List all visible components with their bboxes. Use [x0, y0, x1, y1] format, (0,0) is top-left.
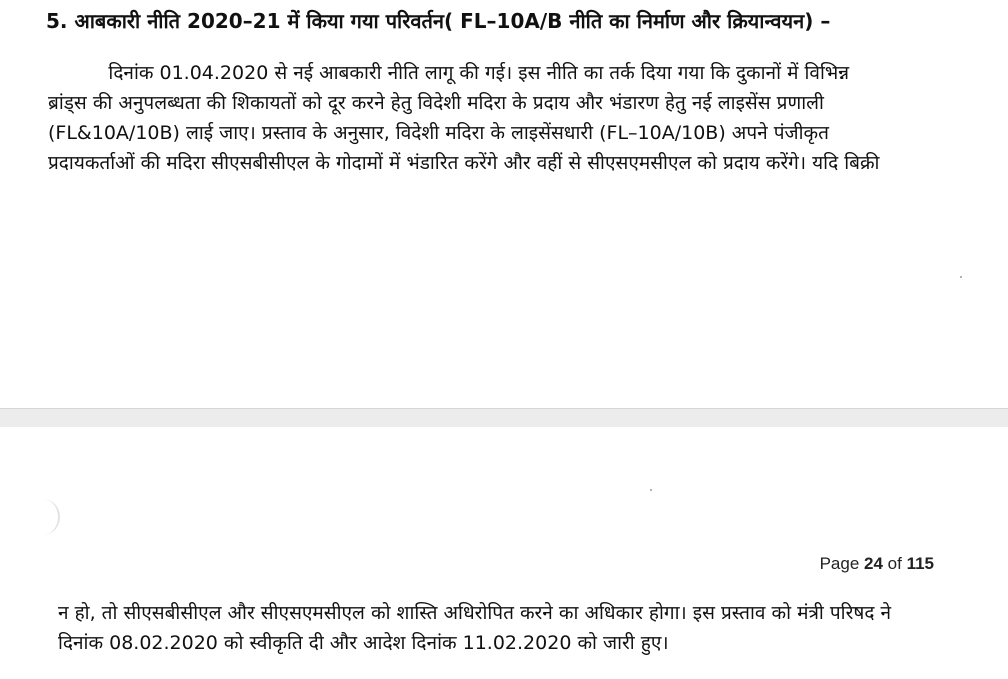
scan-speck: [960, 276, 962, 278]
paragraph-line: (FL&10A/10B) लाई जाए। प्रस्ताव के अनुसार, विदेशी मदिरा के लाइसेंसधारी (FL–10A/10B) अपने पंजीकृत: [48, 122, 829, 144]
paragraph-line: प्रदायकर्ताओं की मदिरा सीएसबीसीएल के गोदामों में भंडारित करेंगे और वहीं से सीएसएमसीएल को प्रदाय करेंगे। यदि बिक्री: [48, 152, 880, 174]
page-number-prefix: Page: [819, 554, 865, 573]
paragraph-2: [58, 598, 938, 658]
paragraph-line: ब्रांड्स की अनुपलब्धता की शिकायतों को दूर करने हेतु विदेशी मदिरा के प्रदाय और भंडारण हेतु नई लाइसेंस प्रणाली: [48, 92, 824, 114]
page-number-total: 115: [906, 554, 934, 573]
paragraph-1: [48, 58, 938, 178]
scan-smudge: [26, 499, 60, 535]
document-page-bottom: [0, 427, 1008, 679]
page-number-separator: of: [882, 554, 907, 573]
paragraph-line: न हो, तो सीएसबीसीएल और सीएसएमसीएल को शास्ति अधिरोपित करने का अधिकार होगा। इस प्रस्ताव को मंत्री परिषद ने: [58, 602, 892, 624]
paragraph-line: दिनांक 08.02.2020 को स्वीकृति दी और आदेश दिनांक 11.02.2020 को जारी हुए।: [58, 632, 669, 654]
page-number-current: 24: [864, 554, 883, 573]
paragraph-line: दिनांक 01.04.2020 से नई आबकारी नीति लागू की गई। इस नीति का तर्क दिया गया कि दुकानों में विभिन्न: [48, 62, 850, 84]
page-number: [820, 554, 934, 574]
scan-speck: [650, 489, 652, 491]
section-heading: 5. आबकारी नीति 2020–21 में किया गया परिवर्तन( FL–10A/B नीति का निर्माण और क्रियान्वयन) –: [46, 9, 831, 33]
page-break-gap: [0, 408, 1008, 428]
